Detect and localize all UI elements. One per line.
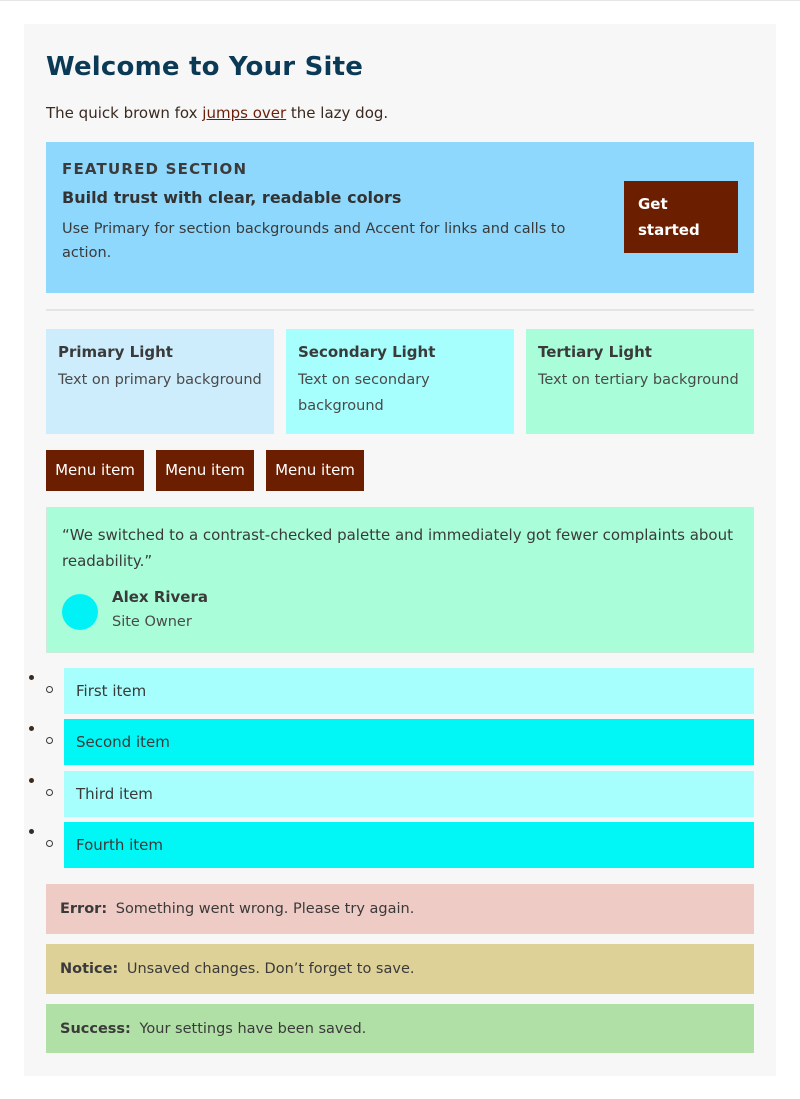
card-secondary-light (286, 329, 514, 434)
list-item-label: • Second item (64, 719, 754, 765)
get-started-button[interactable]: Get started (624, 181, 738, 253)
card-title: Tertiary Light (538, 343, 652, 361)
alert-text: Your settings have been saved. (139, 1021, 367, 1037)
card-tertiary-light (526, 329, 754, 434)
featured-eyebrow: FEATURED SECTION (62, 160, 248, 178)
testimonial-author (62, 588, 462, 638)
list-item (46, 719, 754, 765)
list-item (46, 668, 754, 714)
card-text: Text on secondary background (298, 372, 430, 414)
page-title: Welcome to Your Site (46, 52, 364, 82)
menu-item-2[interactable]: Menu item (156, 450, 254, 491)
card-text: Text on tertiary background (538, 372, 739, 388)
bullet-icon (46, 840, 53, 847)
success-alert (46, 1004, 754, 1053)
lead-paragraph (46, 104, 388, 122)
featured-section (46, 142, 754, 293)
bullet-icon (46, 686, 53, 693)
testimonial-quote: “We switched to a contrast-checked palette and immediately got fewer complaints about readability.” (62, 526, 733, 570)
notice-alert (46, 944, 754, 994)
author-role: Site Owner (112, 614, 192, 630)
menu-item-3[interactable]: Menu item (266, 450, 364, 491)
card-title: Primary Light (58, 343, 173, 361)
alert-text: Unsaved changes. Don’t forget to save. (126, 961, 415, 977)
bullet-icon (46, 789, 53, 796)
alert-label: Notice: (60, 961, 119, 977)
author-name: Alex Rivera (112, 588, 208, 606)
top-rule (0, 0, 800, 1)
menu-item-1[interactable]: Menu item (46, 450, 144, 491)
bullet-icon (46, 737, 53, 744)
list-item (46, 822, 754, 868)
error-alert (46, 884, 754, 934)
featured-text: Use Primary for section backgrounds and Accent for links and calls to action. (62, 221, 566, 261)
alert-text: Something went wrong. Please try again. (115, 901, 415, 917)
list-item (46, 771, 754, 817)
lead-link[interactable]: jumps over (202, 104, 287, 122)
alert-label: Success: (60, 1021, 131, 1037)
section-divider (46, 309, 754, 311)
lead-text-after: the lazy dog. (286, 104, 389, 122)
featured-heading: Build trust with clear, readable colors (62, 188, 402, 207)
list-item-label: • Fourth item (64, 822, 754, 868)
color-cards (46, 329, 754, 434)
page-container (24, 24, 776, 1076)
card-text: Text on primary background (58, 372, 262, 388)
avatar (62, 594, 98, 630)
list-item-label: • First item (64, 668, 754, 714)
card-title: Secondary Light (298, 343, 436, 361)
card-primary-light (46, 329, 274, 434)
alert-label: Error: (60, 901, 108, 917)
list-item-label: • Third item (64, 771, 754, 817)
lead-text-before: The quick brown fox (46, 104, 203, 122)
testimonial (46, 507, 754, 653)
